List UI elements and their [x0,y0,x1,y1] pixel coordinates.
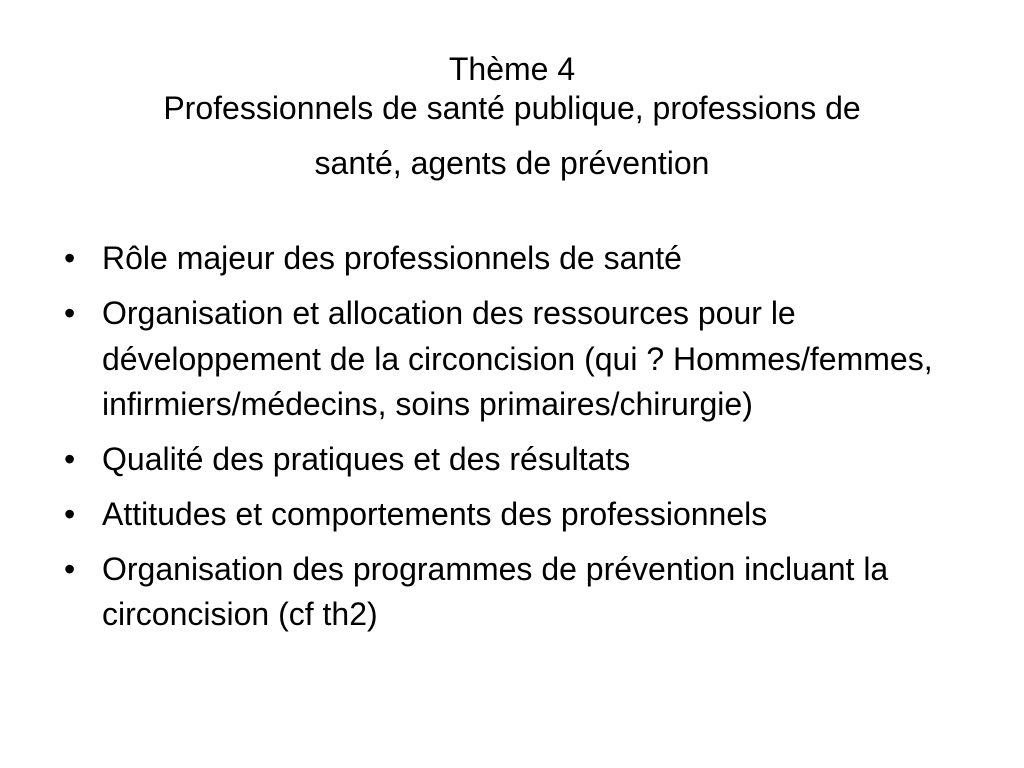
title-line-theme: Thème 4 [448,51,576,87]
bullet-text: Rôle majeur des professionnels de santé [102,240,682,276]
bullet-dot-icon: • [64,441,76,477]
bullet-text: Attitudes et comportements des professionnels [102,495,768,532]
bullet-dot-icon: • [64,495,76,532]
bullet-item [0,437,1024,483]
bullet-dot-icon: • [64,240,76,276]
slide-title [40,50,984,183]
bullet-text: Organisation des programmes de prévention incluant la circoncision (cf th2) [102,550,889,633]
bullet-text: Qualité des pratiques et des résultats [102,441,631,477]
bullet-dot-icon: • [64,294,76,331]
bullet-item [0,291,1024,428]
bullet-text: Organisation et allocation des ressources pour le développement de la circoncision (qui ? Hommes/femmes, infirmiers/médecins, soins primaires/chirurgie) [102,294,933,423]
title-line-subject-continued: santé, agents de prévention [314,145,710,182]
bullet-dot-icon: • [64,550,76,587]
bullet-list [0,236,1024,647]
bullet-item [0,236,1024,282]
title-line-subject: Professionnels de santé publique, professions de [163,90,861,127]
bullet-item [0,547,1024,639]
bullet-item [0,492,1024,538]
